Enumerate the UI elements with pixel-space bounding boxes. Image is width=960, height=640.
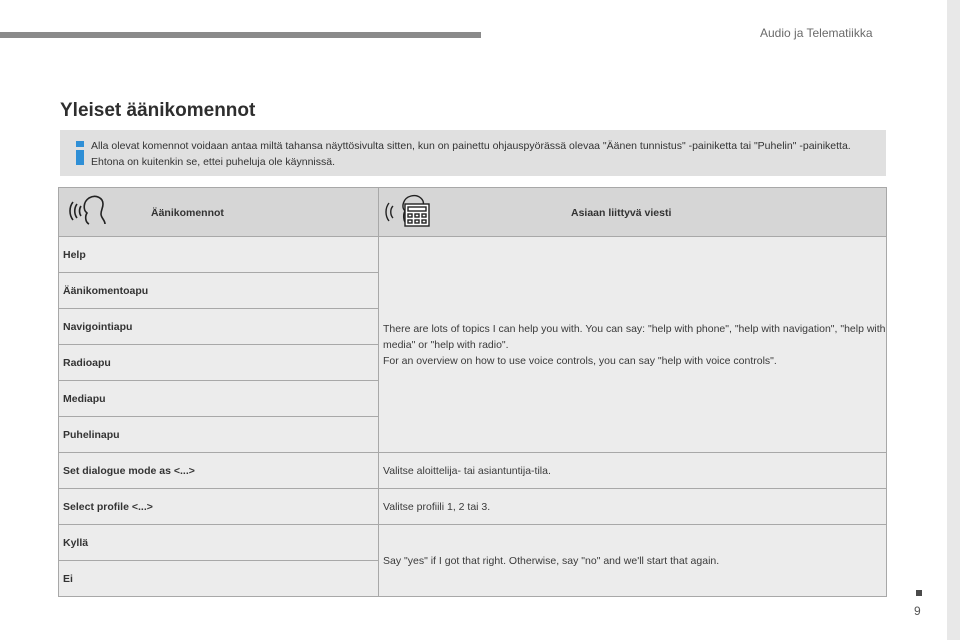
command-yes: Kyllä: [59, 525, 379, 561]
table-header-row: [59, 188, 887, 237]
confirm-response: Say "yes" if I got that right. Otherwise, say "no" and we'll start that again.: [379, 525, 887, 597]
page-number: 9: [914, 604, 921, 618]
table-row: [59, 525, 887, 561]
column-header-messages: [379, 188, 887, 237]
help-response-line-1: There are lots of topics I can help you with. You can say: "help with phone", "help with navigation", "help with media" or "help with radio".: [383, 322, 886, 351]
command-navigation-help: Navigointiapu: [59, 309, 379, 345]
table-row: [59, 489, 887, 525]
info-text: Alla olevat komennot voidaan antaa miltä tahansa näyttösivulta sitten, kun on painettu ohjauspyörässä olevaa "Äänen tunnistus" -painiketta tai "Puhelin" -painiketta. Ehtona on kuitenkin se, ettei puheluja ole käynnissä.: [91, 140, 851, 168]
info-note: [60, 130, 886, 176]
page-edge-strip: [947, 0, 960, 640]
help-response-line-2: For an overview on how to use voice controls, you can say "help with voice controls".: [383, 354, 777, 367]
command-help: Help: [59, 237, 379, 273]
command-voice-help: Äänikomentoapu: [59, 273, 379, 309]
command-no: Ei: [59, 561, 379, 597]
page-heading: Yleiset äänikomennot: [60, 100, 256, 121]
command-dialogue-mode: Set dialogue mode as <...>: [59, 453, 379, 489]
response-dialogue-mode: Valitse aloittelija- tai asiantuntija-tila.: [379, 453, 887, 489]
table-row: [59, 237, 887, 273]
help-response: [379, 237, 887, 453]
voice-command-icon: [67, 194, 109, 233]
table-row: [59, 453, 887, 489]
column-header-commands-label: Äänikomennot: [151, 207, 224, 219]
top-decorative-bar: [0, 32, 481, 38]
page-marker: [916, 590, 922, 596]
voice-message-keypad-icon: [385, 194, 433, 235]
command-media-help: Mediapu: [59, 381, 379, 417]
response-select-profile: Valitse profiili 1, 2 tai 3.: [379, 489, 887, 525]
column-header-messages-label: Asiaan liittyvä viesti: [571, 207, 672, 219]
command-phone-help: Puhelinapu: [59, 417, 379, 453]
section-title: Audio ja Telematiikka: [760, 26, 873, 40]
info-icon: [70, 139, 90, 167]
column-header-commands: [59, 188, 379, 237]
command-select-profile: Select profile <...>: [59, 489, 379, 525]
command-radio-help: Radioapu: [59, 345, 379, 381]
voice-commands-table: [58, 187, 887, 597]
